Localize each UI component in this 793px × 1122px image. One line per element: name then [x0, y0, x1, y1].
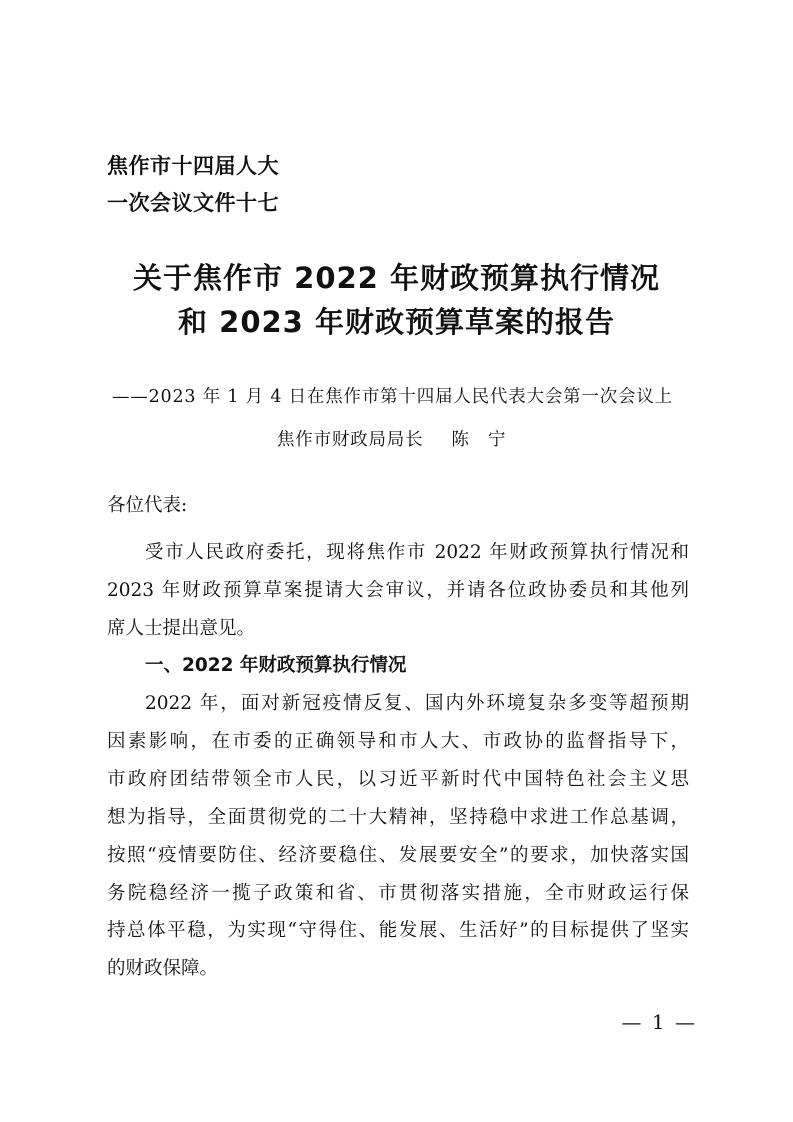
intro-line-3: 席人士提出意见。	[107, 618, 256, 639]
paragraph-line-2: 因素影响，在市委的正确领导和市人大、市政协的监督指导下，	[107, 731, 689, 752]
paragraph-line-7: 持总体平稳，为实现“守得住、能发展、生活好”的目标提供了坚实	[107, 920, 689, 941]
document-number-line-2: 一次会议文件十七	[107, 191, 279, 215]
report-title-line-2: 和 2023 年财政预算草案的报告	[178, 305, 615, 339]
salutation: 各位代表:	[107, 495, 188, 516]
intro-line-2: 2023 年财政预算草案提请大会审议，并请各位政协委员和其他列	[107, 580, 689, 601]
page-number: — 1 —	[621, 1010, 697, 1034]
paragraph-line-1: 2022 年，面对新冠疫情反复、国内外环境复杂多变等超预期	[145, 693, 689, 714]
paragraph-line-8: 的财政保障。	[107, 958, 219, 979]
speaker-line	[277, 426, 506, 451]
document-number-line-1: 焦作市十四届人大	[107, 154, 279, 178]
speaker-name: 陈 宁	[451, 430, 507, 450]
intro-line-1: 受市人民政府委托，现将焦作市 2022 年财政预算执行情况和	[145, 542, 689, 563]
meeting-date-line: ——2023 年 1 月 4 日在焦作市第十四届人民代表大会第一次会议上	[112, 387, 673, 407]
paragraph-line-5: 按照“疫情要防住、经济要稳住、发展要安全”的要求，加快落实国	[107, 845, 689, 866]
paragraph-line-4: 想为指导，全面贯彻党的二十大精神，坚持稳中求进工作总基调，	[107, 807, 689, 828]
report-title-line-1: 关于焦作市 2022 年财政预算执行情况	[133, 261, 660, 295]
section-heading: 一、2022 年财政预算执行情况	[145, 655, 407, 676]
paragraph-line-6: 务院稳经济一揽子政策和省、市贯彻落实措施，全市财政运行保	[107, 883, 689, 904]
paragraph-line-3: 市政府团结带领全市人民，以习近平新时代中国特色社会主义思	[107, 769, 689, 790]
speaker-title: 焦作市财政局局长	[277, 430, 424, 450]
